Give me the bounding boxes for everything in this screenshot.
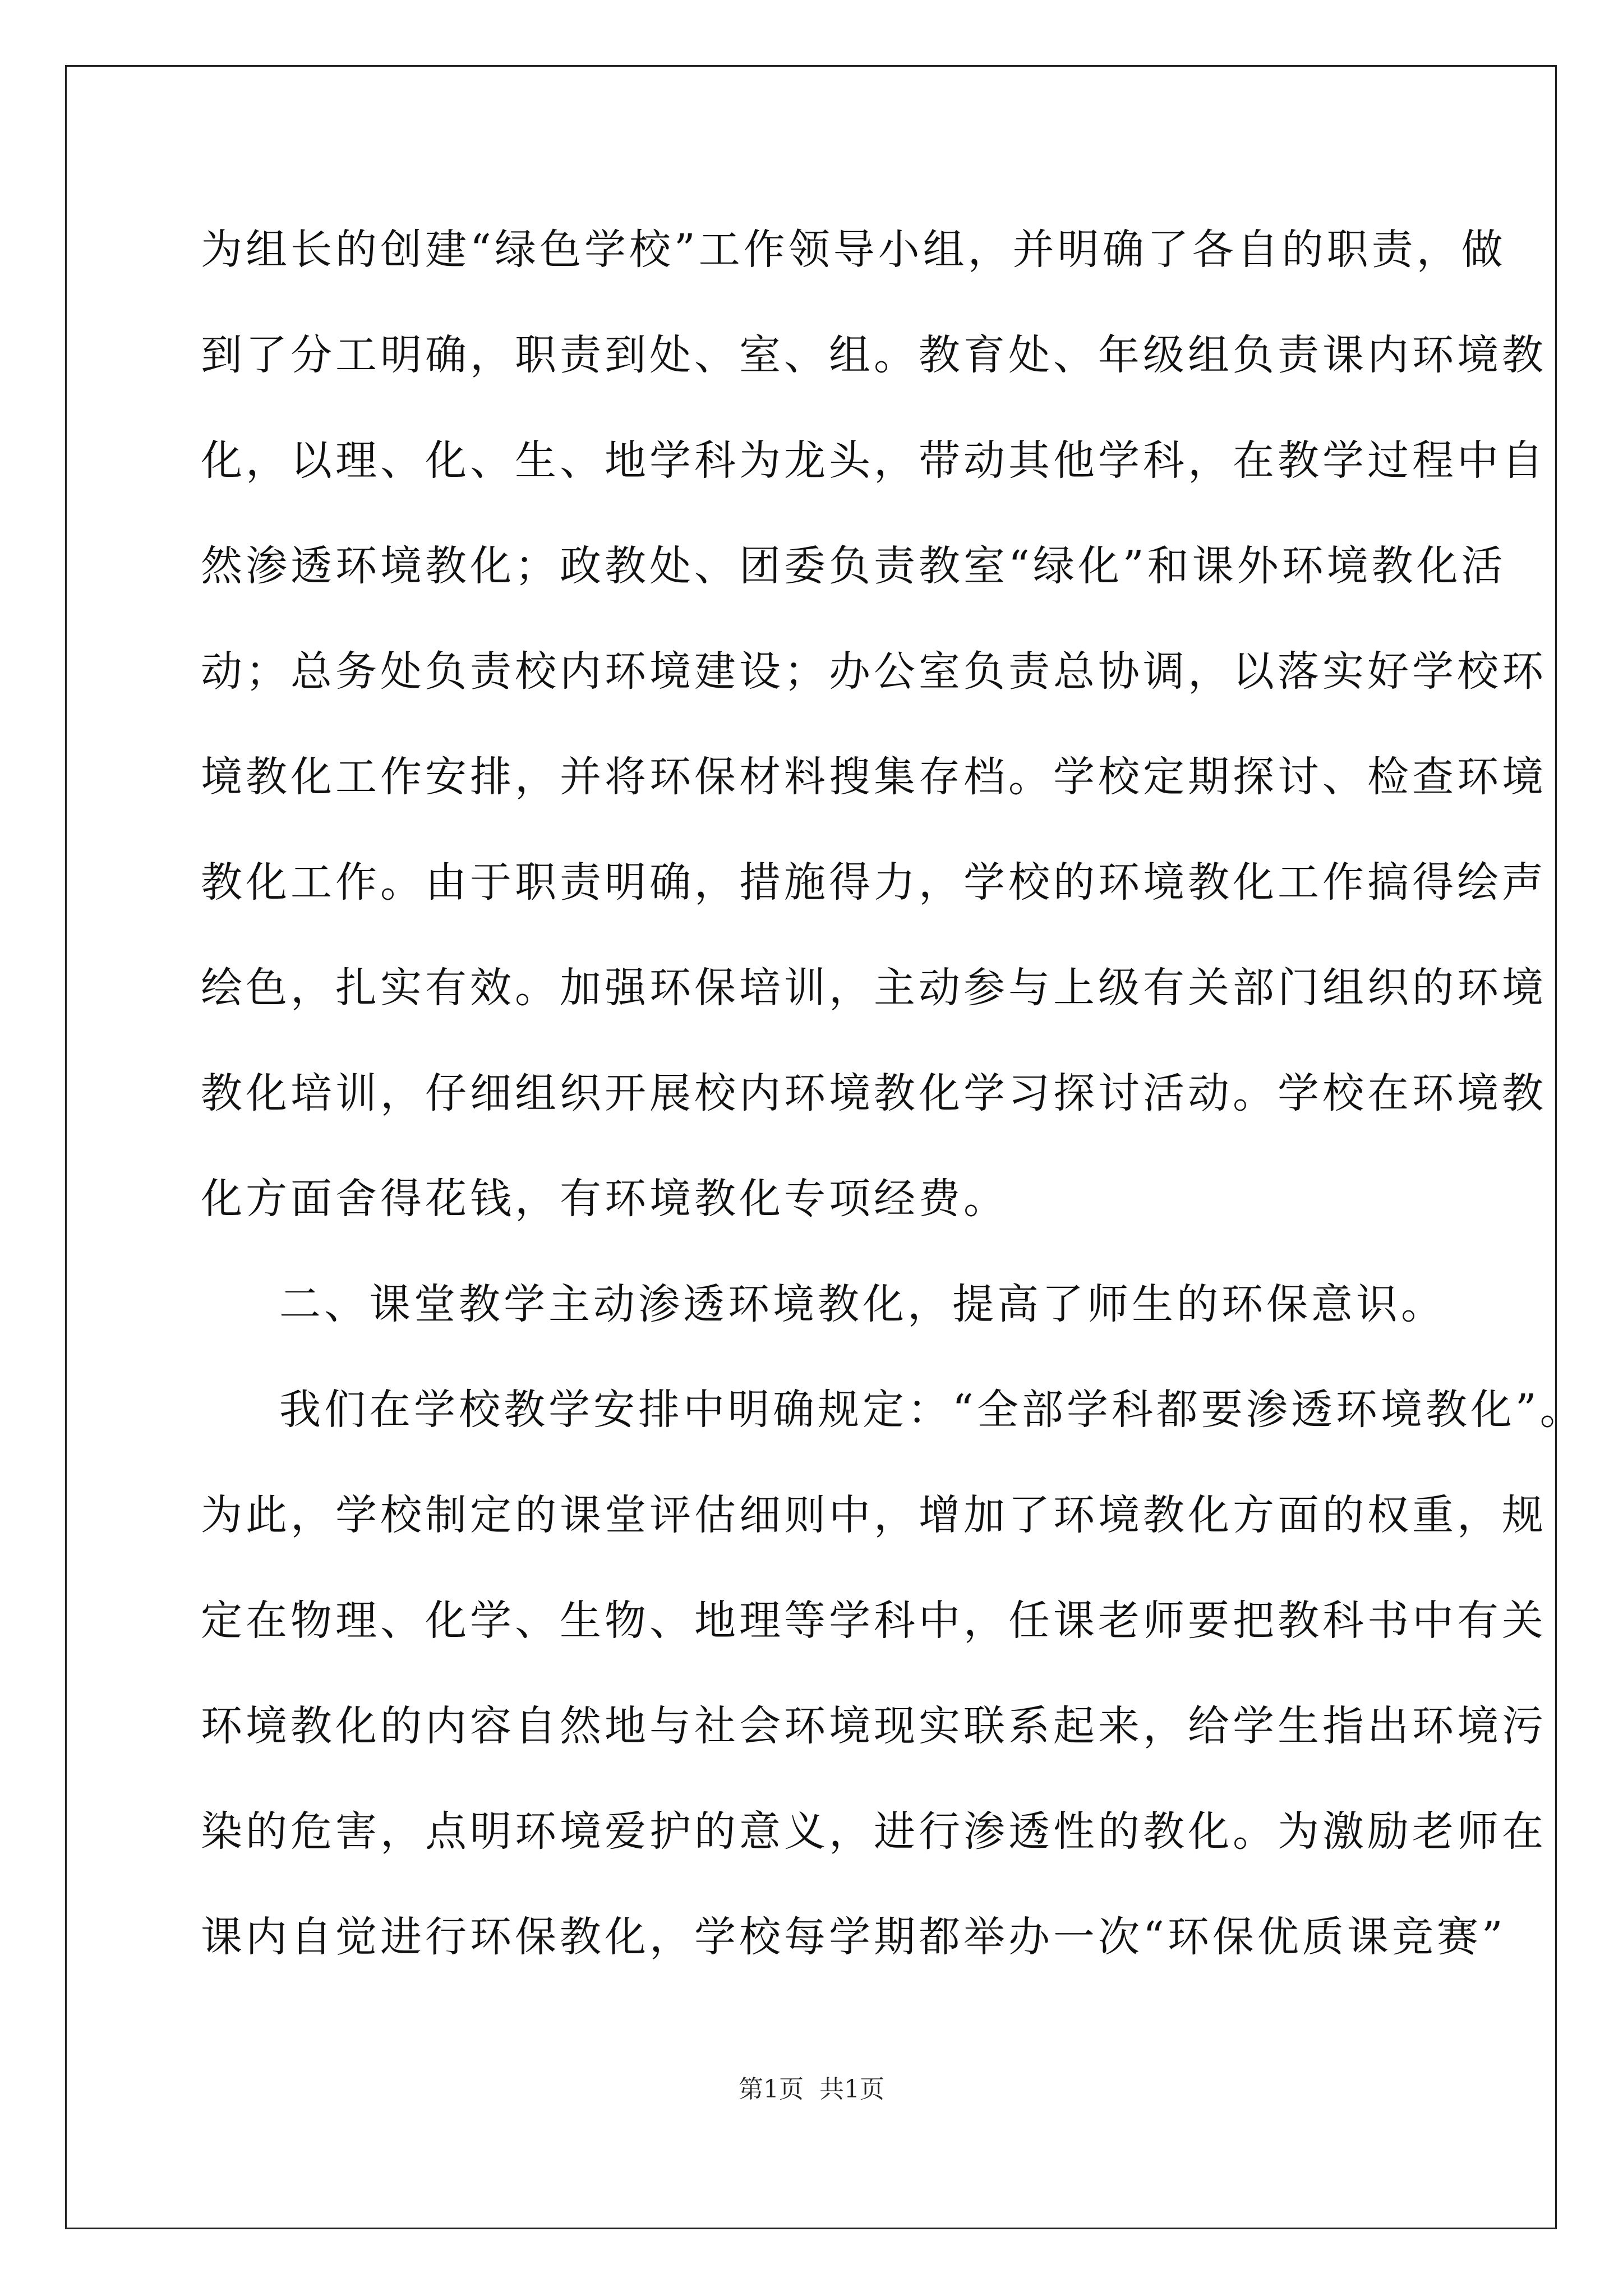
text-line: 教化工作。由于职责明确，措施得力，学校的环境教化工作搞得绘声	[201, 858, 1547, 907]
text-line: 为此，学校制定的课堂评估细则中，增加了环境教化方面的权重，规	[201, 1491, 1547, 1539]
text-line: 动；总务处负责校内环境建设；办公室负责总协调，以落实好学校环	[201, 647, 1547, 696]
text-line: 为组长的创建“绿色学校”工作领导小组，并明确了各自的职责，做	[201, 226, 1506, 274]
page-border	[65, 65, 1585, 2229]
text-line: 绘色，扎实有效。加强环保培训，主动参与上级有关部门组织的环境	[201, 964, 1547, 1012]
section-heading: 二、课堂教学主动渗透环境教化，提高了师生的环保意识。	[279, 1280, 1446, 1328]
text-line: 染的危害，点明环境爱护的意义，进行渗透性的教化。为激励老师在	[201, 1807, 1547, 1856]
text-line: 到了分工明确，职责到处、室、组。教育处、年级组负责课内环境教	[201, 331, 1547, 379]
text-line: 化方面舍得花钱，有环境教化专项经费。	[201, 1175, 1008, 1223]
page-number-footer: 第1页 共1页	[739, 2075, 884, 2104]
text-line: 教化培训，仔细组织开展校内环境教化学习探讨活动。学校在环境教	[201, 1069, 1547, 1117]
text-line: 课内自觉进行环保教化，学校每学期都举办一次“环保优质课竞赛”	[201, 1913, 1506, 1961]
text-line: 化，以理、化、生、地学科为龙头，带动其他学科，在教学过程中自	[201, 436, 1547, 485]
text-line: 我们在学校教学安排中明确规定：“全部学科都要渗透环境教化”。	[279, 1386, 1585, 1434]
text-line: 定在物理、化学、生物、地理等学科中，任课老师要把教科书中有关	[201, 1596, 1547, 1645]
text-line: 境教化工作安排，并将环保材料搜集存档。学校定期探讨、检查环境	[201, 753, 1547, 801]
text-line: 环境教化的内容自然地与社会环境现实联系起来，给学生指出环境污	[201, 1702, 1547, 1750]
text-line: 然渗透环境教化；政教处、团委负责教室“绿化”和课外环境教化活	[201, 542, 1506, 590]
